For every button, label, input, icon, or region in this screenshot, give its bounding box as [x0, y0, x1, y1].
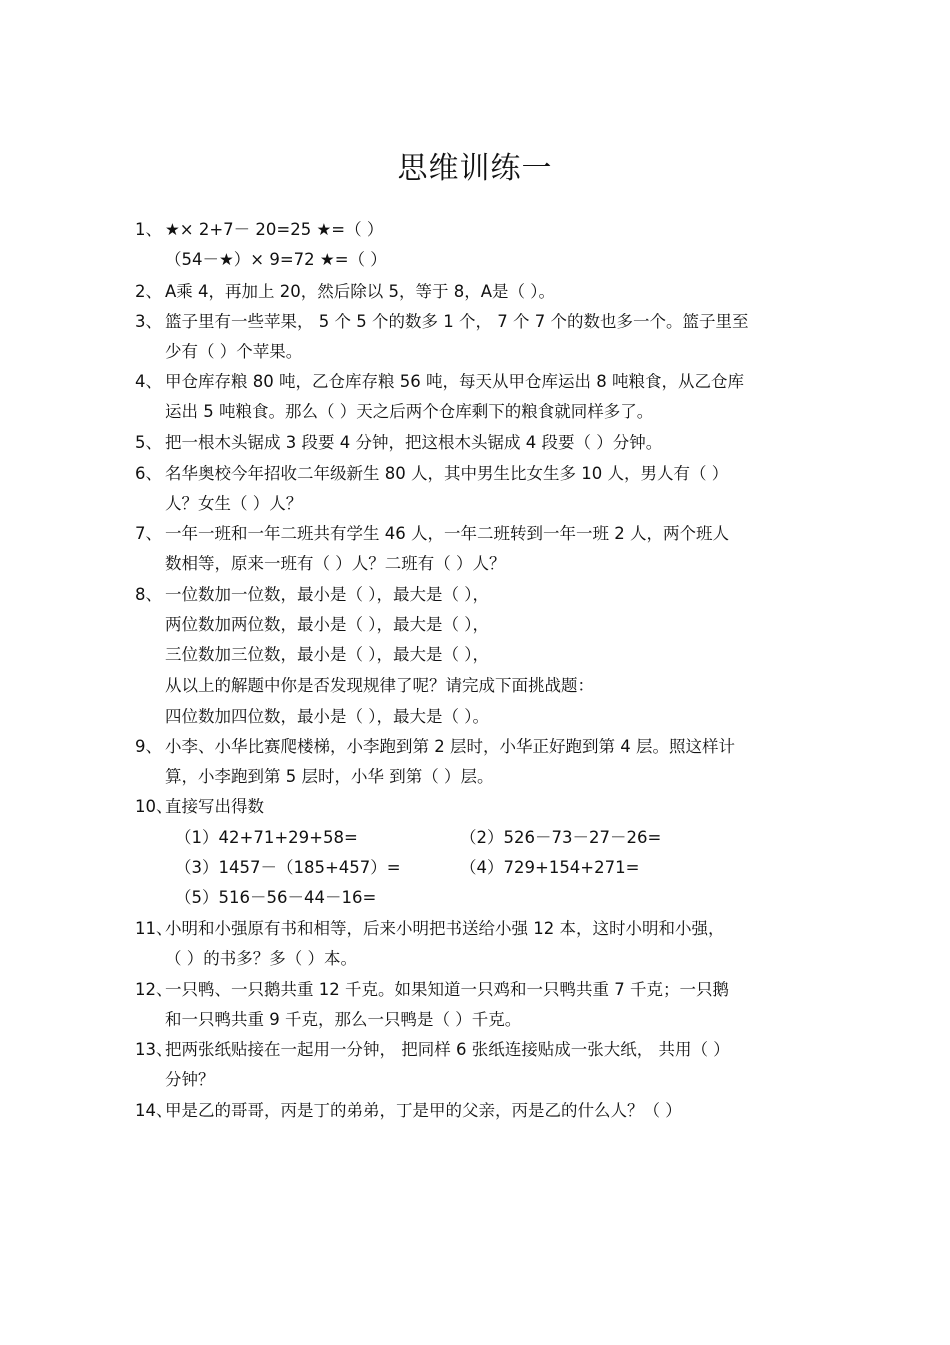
- question-text: ★× 2+7－ 20=25 ★=（ ）: [165, 220, 384, 239]
- question-text: 四位数加四位数，最小是（ ），最大是（ ）。: [165, 707, 489, 726]
- page-title: 思维训练一: [397, 151, 553, 186]
- question-number: 2、: [135, 282, 162, 301]
- calc-item-2: （2）526－73－27－26=: [460, 828, 662, 847]
- question-text: （ ）的书多？多（ ）本。: [165, 949, 357, 968]
- question-number: 11、: [135, 919, 173, 938]
- question-text: 小明和小强原有书和相等，后来小明把书送给小强 12 本，这时小明和小强，: [165, 919, 725, 938]
- question-number: 1、: [135, 220, 162, 239]
- question-text: 一年一班和一年二班共有学生 46 人，一年二班转到一年一班 2 人，两个班人: [165, 524, 729, 543]
- question-9: [135, 732, 735, 762]
- question-9-line-2: [165, 762, 493, 792]
- question-text: 和一只鸭共重 9 千克，那么一只鸭是（ ）千克。: [165, 1010, 522, 1029]
- question-3: [135, 307, 748, 337]
- calc-item-1: （1）42+71+29+58=: [175, 828, 358, 847]
- question-number: 6、: [135, 464, 162, 483]
- question-text: 篮子里有一些苹果， 5 个 5 个的数多 1 个， 7 个 7 个的数也多一个。篮子里至: [165, 312, 749, 331]
- question-number: 7、: [135, 524, 162, 543]
- question-11-line-2: [165, 944, 357, 974]
- question-number: 12、: [135, 980, 173, 999]
- question-2: [135, 277, 555, 307]
- question-text: 分钟？: [165, 1070, 215, 1089]
- question-text: 一只鸭、一只鹅共重 12 千克。如果知道一只鸡和一只鸭共重 7 千克；一只鹅: [165, 980, 729, 999]
- question-number: 3、: [135, 312, 162, 331]
- question-13-line-2: [165, 1065, 215, 1095]
- question-text: 算，小李跑到第 5 层时，小华 到第（ ）层。: [165, 767, 494, 786]
- question-8-line-5: [165, 702, 489, 732]
- question-3-line-2: [165, 337, 302, 367]
- question-7: [135, 519, 729, 549]
- question-number: 5、: [135, 433, 162, 452]
- question-text: 两位数加两位数，最小是（ ），最大是（ ），: [165, 615, 489, 634]
- question-14: [135, 1096, 682, 1126]
- question-11: [135, 914, 725, 944]
- question-10: [135, 792, 264, 822]
- question-4: [135, 367, 744, 397]
- question-8-line-2: [165, 610, 489, 640]
- question-6-line-2: [165, 489, 302, 519]
- question-text: 三位数加三位数，最小是（ ），最大是（ ），: [165, 645, 489, 664]
- question-12: [135, 975, 729, 1005]
- question-text: 甲是乙的哥哥，丙是丁的弟弟，丁是甲的父亲，丙是乙的什么人？（ ）: [165, 1101, 682, 1120]
- question-13: [135, 1035, 730, 1065]
- question-text: 甲仓库存粮 80 吨，乙仓库存粮 56 吨，每天从甲仓库运出 8 吨粮食，从乙仓库: [165, 372, 744, 391]
- question-text: 从以上的解题中你是否发现规律了呢？请完成下面挑战题：: [165, 676, 594, 695]
- question-text: 少有（ ）个苹果。: [165, 342, 303, 361]
- question-8-line-4: [165, 671, 594, 701]
- question-text: 把一根木头锯成 3 段要 4 分钟，把这根木头锯成 4 段要（ ）分钟。: [165, 433, 663, 452]
- question-text: 直接写出得数: [165, 797, 264, 816]
- question-number: 10、: [135, 797, 173, 816]
- question-number: 14、: [135, 1101, 173, 1120]
- question-text: 一位数加一位数，最小是（ ），最大是（ ），: [165, 585, 489, 604]
- question-8: [135, 580, 489, 610]
- question-6: [135, 459, 728, 489]
- question-text: （54－★）× 9=72 ★=（ ）: [165, 250, 387, 269]
- calc-item-3: （3）1457－（185+457）=: [175, 858, 401, 877]
- question-text: 名华奥校今年招收二年级新生 80 人，其中男生比女生多 10 人，男人有（ ）: [165, 464, 729, 483]
- question-text: 把两张纸贴接在一起用一分钟， 把同样 6 张纸连接贴成一张大纸， 共用（ ）: [165, 1040, 730, 1059]
- question-5: [135, 428, 662, 458]
- question-1-line-2: [165, 245, 387, 275]
- question-number: 4、: [135, 372, 162, 391]
- question-number: 8、: [135, 585, 162, 604]
- question-text: 小李、小华比赛爬楼梯，小李跑到第 2 层时，小华正好跑到第 4 层。照这样计: [165, 737, 735, 756]
- question-number: 9、: [135, 737, 162, 756]
- calc-item-5: （5）516－56－44－16=: [175, 888, 377, 907]
- question-8-line-3: [165, 640, 489, 670]
- question-text: 运出 5 吨粮食。那么（ ）天之后两个仓库剩下的粮食就同样多了。: [165, 402, 654, 421]
- question-number: 13、: [135, 1040, 173, 1059]
- calc-item-4: （4）729+154+271=: [460, 858, 640, 877]
- question-text: 人？女生（ ）人？: [165, 494, 303, 513]
- question-text: A乘 4，再加上 20，然后除以 5，等于 8，A是（ ）。: [165, 282, 556, 301]
- question-7-line-2: [165, 549, 506, 579]
- question-4-line-2: [165, 397, 653, 427]
- question-12-line-2: [165, 1005, 521, 1035]
- question-1: [135, 215, 383, 245]
- question-text: 数相等，原来一班有（ ）人？二班有（ ）人？: [165, 554, 506, 573]
